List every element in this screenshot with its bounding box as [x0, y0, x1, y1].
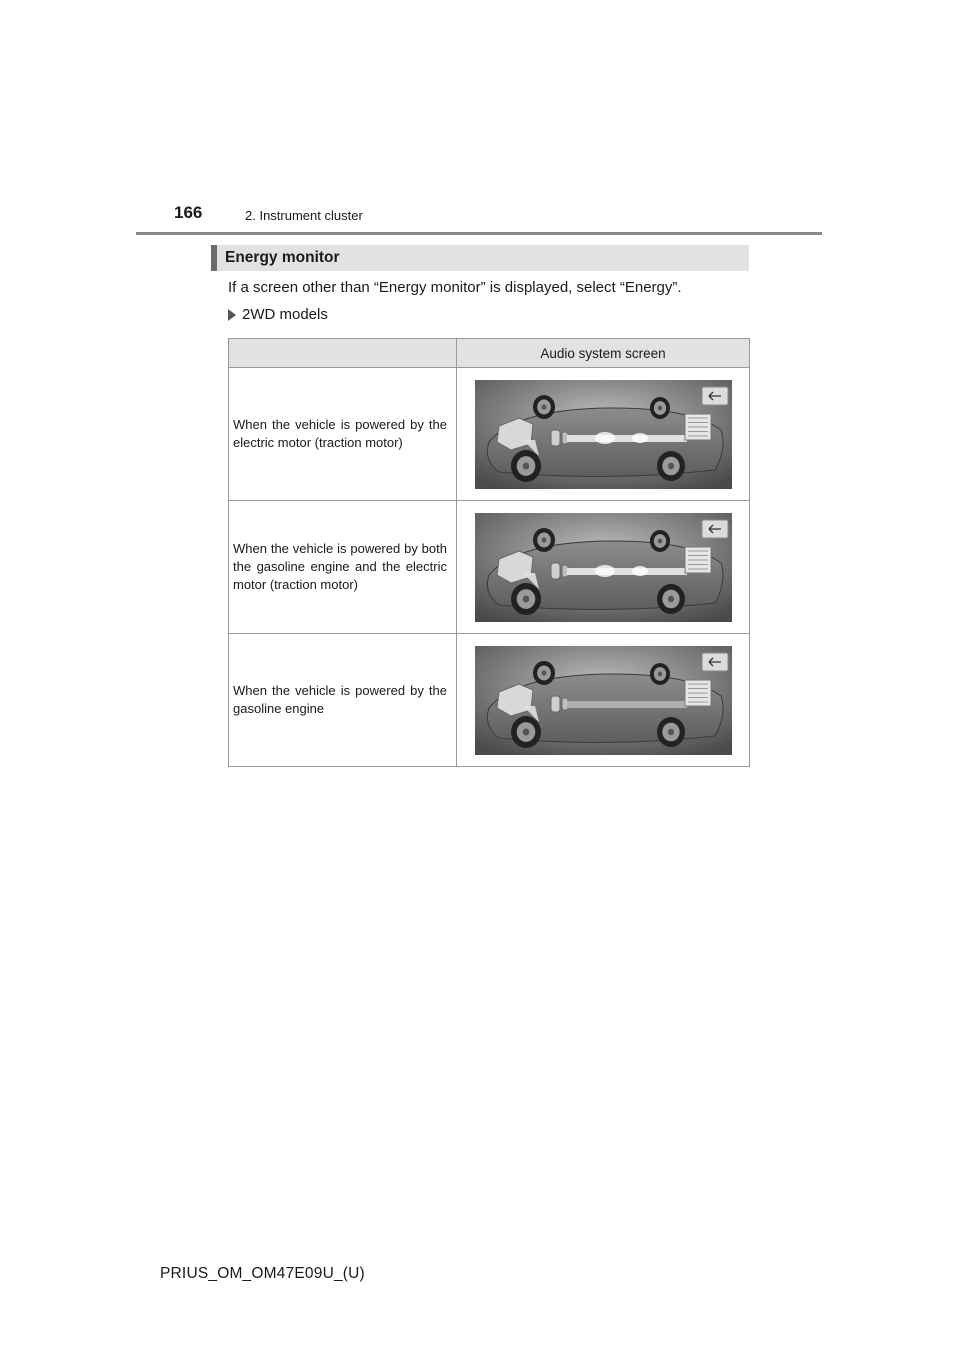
page-number: 166	[174, 203, 203, 222]
motor-unit	[551, 563, 560, 579]
row-description-cell	[229, 368, 457, 501]
row-description: When the vehicle is powered by the gasoline engine	[233, 683, 447, 716]
energy-monitor-screen-image	[475, 513, 732, 622]
energy-monitor-table	[228, 338, 750, 767]
model-label-text: 2WD models	[242, 306, 328, 323]
table-header-row	[229, 339, 750, 368]
row-image-cell	[457, 501, 750, 634]
header-rule	[136, 232, 822, 235]
row-image-cell	[457, 634, 750, 767]
motor-unit	[551, 430, 560, 446]
row-description-cell	[229, 501, 457, 634]
triangle-bullet-icon	[228, 309, 236, 321]
energy-monitor-screen-image	[475, 380, 732, 489]
section-heading-bar	[211, 245, 749, 271]
power-flow-line	[567, 435, 687, 442]
table-row	[229, 634, 750, 767]
row-image-cell	[457, 368, 750, 501]
table-row	[229, 368, 750, 501]
table-header-empty	[229, 339, 457, 368]
row-description-cell	[229, 634, 457, 767]
chapter-title: 2. Instrument cluster	[245, 208, 363, 223]
power-flow-line	[567, 701, 687, 708]
table-row	[229, 501, 750, 634]
energy-monitor-screen-image	[475, 646, 732, 755]
intro-text: If a screen other than “Energy monitor” is displayed, select “Energy”.	[228, 279, 682, 296]
motor-unit	[551, 696, 560, 712]
table-header-audio-screen: Audio system screen	[457, 339, 750, 368]
model-label	[228, 306, 328, 323]
document-id: PRIUS_OM_OM47E09U_(U)	[160, 1265, 365, 1282]
row-description: When the vehicle is powered by the electric motor (traction motor)	[233, 417, 447, 450]
row-description: When the vehicle is powered by both the gasoline engine and the electric motor (traction motor)	[233, 541, 447, 592]
section-title: Energy monitor	[225, 249, 340, 266]
power-flow-line	[567, 568, 687, 575]
